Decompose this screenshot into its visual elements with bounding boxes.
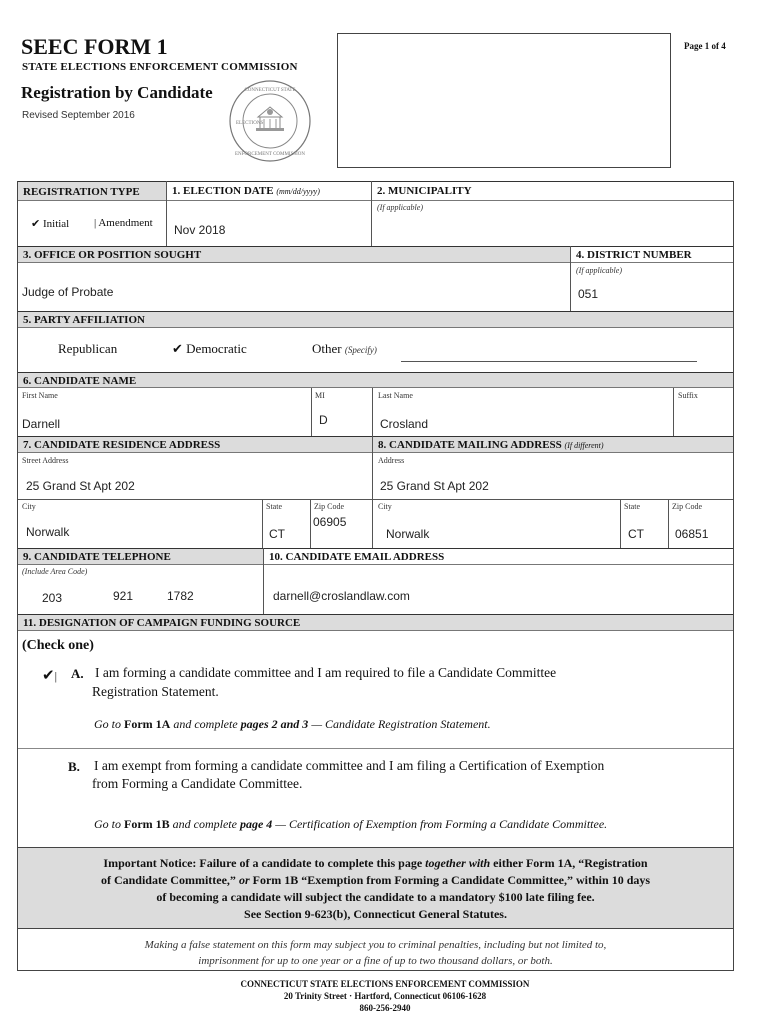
svg-text:ENFORCEMENT COMMISSION: ENFORCEMENT COMMISSION bbox=[234, 152, 306, 157]
option-a-checkbox[interactable]: ✔| bbox=[42, 668, 57, 684]
state-label: State bbox=[266, 502, 282, 511]
mailing-zip-field[interactable]: 06851 bbox=[675, 527, 709, 541]
footer-phone: 860-256-2940 bbox=[359, 1003, 411, 1013]
notice-line-2: of Candidate Committee,” or Form 1B “Exemption from Forming a Candidate Committee,” within 10 days bbox=[100, 873, 651, 887]
option-b-instructions: Go to Form 1B and complete page 4 — Certification of Exemption from Forming a Candidate Committee. bbox=[94, 817, 608, 831]
revised-date: Revised September 2016 bbox=[22, 110, 135, 121]
district-hint: (If applicable) bbox=[576, 266, 622, 275]
telephone-prefix-field[interactable]: 921 bbox=[113, 589, 134, 603]
candidate-name-header: 6. CANDIDATE NAME bbox=[18, 372, 733, 388]
notice-line-3: of becoming a candidate will subject the candidate to a mandatory $100 late filing fee. bbox=[156, 890, 595, 904]
last-name-field[interactable]: Crosland bbox=[380, 417, 429, 431]
party-header: 5. PARTY AFFILIATION bbox=[18, 311, 733, 328]
zip-label: Zip Code bbox=[314, 502, 344, 511]
notice-line-4: See Section 9-623(b), Connecticut General Statutes. bbox=[244, 907, 507, 921]
form-title: SEEC FORM 1 bbox=[21, 34, 168, 59]
first-name-field[interactable]: Darnell bbox=[22, 417, 61, 431]
amendment-checkbox[interactable]: | Amendment bbox=[94, 217, 153, 229]
option-a-text-2: Registration Statement. bbox=[92, 684, 219, 699]
registration-type-header: REGISTRATION TYPE bbox=[18, 181, 166, 201]
footer-agency: CONNECTICUT STATE ELECTIONS ENFORCEMENT COMMISSION bbox=[240, 979, 530, 989]
party-republican-option[interactable]: Republican bbox=[58, 341, 118, 356]
email-field[interactable]: darnell@croslandlaw.com bbox=[273, 589, 410, 603]
mi-field[interactable]: D bbox=[319, 413, 328, 427]
mailing-city-field[interactable]: Norwalk bbox=[386, 527, 430, 541]
election-date-field[interactable]: Nov 2018 bbox=[174, 223, 226, 237]
form-subtitle: Registration by Candidate bbox=[21, 83, 213, 102]
option-a-letter: A. bbox=[71, 666, 84, 681]
mailing-address-field[interactable]: 25 Grand St Apt 202 bbox=[380, 479, 489, 493]
mailing-zip-label: Zip Code bbox=[672, 502, 702, 511]
residence-zip-field[interactable]: 06905 bbox=[313, 515, 347, 529]
last-name-label: Last Name bbox=[378, 391, 413, 400]
city-label: City bbox=[22, 502, 36, 511]
party-democratic-option[interactable]: ✔ Democratic bbox=[172, 341, 247, 356]
residence-street-field[interactable]: 25 Grand St Apt 202 bbox=[26, 479, 135, 493]
footer-address: 20 Trinity Street · Hartford, Connecticut 06106-1628 bbox=[283, 991, 487, 1001]
mailing-header: 8. CANDIDATE MAILING ADDRESS (If different) bbox=[373, 436, 733, 453]
district-field[interactable]: 051 bbox=[578, 287, 599, 301]
page-number: Page 1 of 4 bbox=[684, 41, 726, 51]
important-notice-box bbox=[18, 847, 733, 929]
seec-seal-logo bbox=[228, 79, 312, 163]
office-field[interactable]: Judge of Probate bbox=[22, 285, 114, 299]
notice-line-1: Important Notice: Failure of a candidate to complete this page together with either Form 1A, “Registration bbox=[103, 856, 648, 870]
agency-name: STATE ELECTIONS ENFORCEMENT COMMISSION bbox=[22, 61, 298, 73]
email-header: 10. CANDIDATE EMAIL ADDRESS bbox=[264, 548, 733, 565]
telephone-header: 9. CANDIDATE TELEPHONE bbox=[18, 548, 263, 565]
svg-text:ELECTIONS: ELECTIONS bbox=[236, 121, 264, 126]
municipality-hint: (If applicable) bbox=[377, 203, 423, 212]
municipality-field[interactable] bbox=[374, 216, 729, 242]
option-a-instructions: Go to Form 1A and complete pages 2 and 3 — Candidate Registration Statement. bbox=[94, 717, 491, 731]
option-b-letter[interactable]: B. bbox=[68, 759, 80, 774]
option-b-text-2: from Forming a Candidate Committee. bbox=[92, 776, 303, 791]
mi-label: MI bbox=[315, 391, 325, 400]
residence-state-field[interactable]: CT bbox=[269, 527, 285, 541]
telephone-area-field[interactable]: 203 bbox=[42, 591, 63, 605]
option-b-text-1: I am exempt from forming a candidate committee and I am filing a Certification of Exemption bbox=[94, 758, 605, 773]
telephone-hint: (Include Area Code) bbox=[22, 567, 88, 576]
telephone-line-field[interactable]: 1782 bbox=[167, 589, 194, 603]
suffix-label: Suffix bbox=[678, 391, 698, 400]
first-name-label: First Name bbox=[22, 391, 58, 400]
check-one-label: (Check one) bbox=[22, 638, 94, 653]
funding-header: 11. DESIGNATION OF CAMPAIGN FUNDING SOURCE bbox=[18, 614, 733, 631]
office-use-box bbox=[337, 33, 671, 168]
residence-city-field[interactable]: Norwalk bbox=[26, 525, 70, 539]
municipality-header: 2. MUNICIPALITY bbox=[372, 181, 733, 201]
party-other-line[interactable] bbox=[401, 361, 697, 362]
false-statement-warning: Making a false statement on this form may subject you to criminal penalties, including but not limited to, imprisonment for up to one year or a fine of up to two thousand dollars, or both. bbox=[144, 939, 607, 967]
initial-checkbox[interactable]: ✔ Initial bbox=[31, 218, 70, 230]
office-header: 3. OFFICE OR POSITION SOUGHT bbox=[18, 246, 571, 263]
election-date-header: 1. ELECTION DATE (mm/dd/yyyy) bbox=[167, 181, 371, 201]
street-address-label: Street Address bbox=[22, 456, 69, 465]
mailing-state-field[interactable]: CT bbox=[628, 527, 644, 541]
mailing-address-label: Address bbox=[378, 456, 405, 465]
mailing-state-label: State bbox=[624, 502, 640, 511]
suffix-field[interactable] bbox=[676, 405, 730, 431]
footer bbox=[0, 978, 770, 1014]
mailing-city-label: City bbox=[378, 502, 392, 511]
party-other-option[interactable]: Other (Specify) bbox=[312, 341, 377, 356]
svg-text:CONNECTICUT STATE: CONNECTICUT STATE bbox=[244, 88, 296, 93]
residence-header: 7. CANDIDATE RESIDENCE ADDRESS bbox=[18, 436, 372, 453]
option-a-text-1: I am forming a candidate committee and I am required to file a Candidate Committee bbox=[95, 665, 557, 680]
district-header: 4. DISTRICT NUMBER bbox=[571, 246, 733, 263]
